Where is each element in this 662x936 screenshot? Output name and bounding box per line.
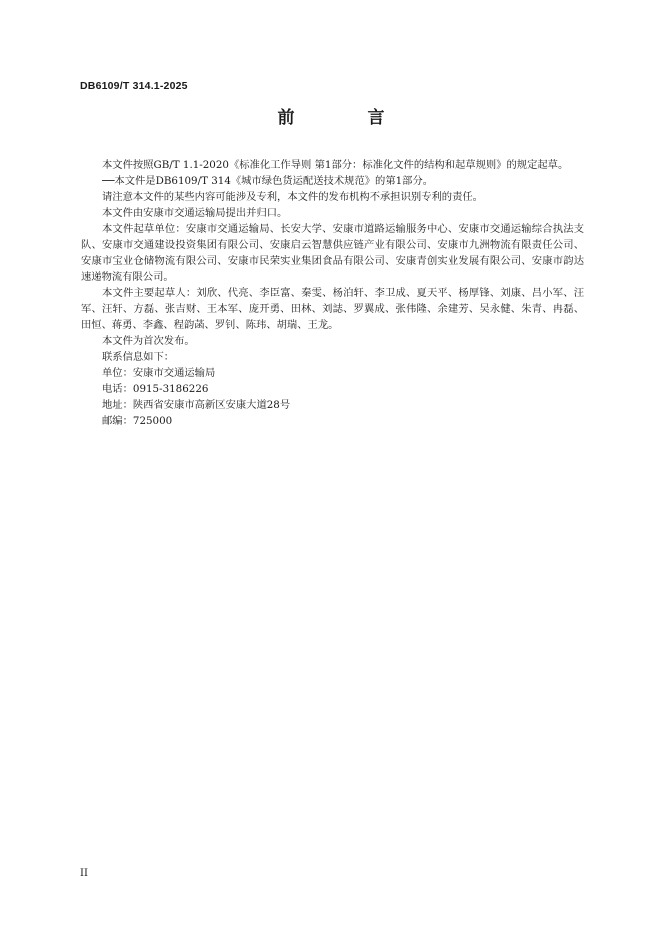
contact-postcode: 邮编：725000 [102, 415, 173, 427]
contact-unit: 单位：安康市交通运输局 [102, 367, 216, 379]
page-title: 前 言 [277, 108, 413, 128]
contact-address: 地址：陕西省安康市高新区安康大道28号 [102, 399, 291, 411]
paragraph-first-release: 本文件为首次发布。 [102, 335, 195, 347]
page-number: II [80, 868, 88, 879]
paragraph-drafters: 本文件主要起草人：刘欣、代亮、李臣富、秦雯、杨泊轩、李卫成、夏天平、杨厚锋、刘康、吕小军、汪军、汪轩、方磊、张吉财、王本军、庞开勇、田林、刘誌、罗翼成、张伟隆、余建芳、吴永健、朱青、冉磊、田恒、蒋勇、李鑫、程韵菡、罗钊、陈玮、胡瑞、王龙。 [81, 287, 584, 331]
document-body [81, 157, 584, 429]
paragraph-standard-basis: 本文件按照GB/T 1.1-2020《标准化工作导则 第1部分：标准化文件的结构和起草规则》的规定起草。 [102, 159, 569, 171]
paragraph-contact-heading: 联系信息如下： [102, 351, 175, 363]
paragraph-patent-notice: 请注意本文件的某些内容可能涉及专利，本文件的发布机构不承担识别专利的责任。 [102, 191, 483, 203]
document-code: DB6109/T 314.1-2025 [80, 80, 188, 92]
paragraph-proposer: 本文件由安康市交通运输局提出并归口。 [102, 207, 288, 219]
contact-phone: 电话：0915-3186226 [102, 383, 209, 395]
paragraph-part-note: ──本文件是DB6109/T 314《城市绿色货运配送技术规范》的第1部分。 [102, 175, 434, 187]
paragraph-drafting-units: 本文件起草单位：安康市交通运输局、长安大学、安康市道路运输服务中心、安康市交通运输综合执法支队、安康市交通建设投资集团有限公司、安康启云智慧供应链产业有限公司、安康市九洲物流有限责任公司、安康市宝业仓储物流有限公司、安康市民荣实业集团食品有限公司、安康青创实业发展有限公司、安康市韵达速递物流有限公司。 [81, 223, 584, 283]
